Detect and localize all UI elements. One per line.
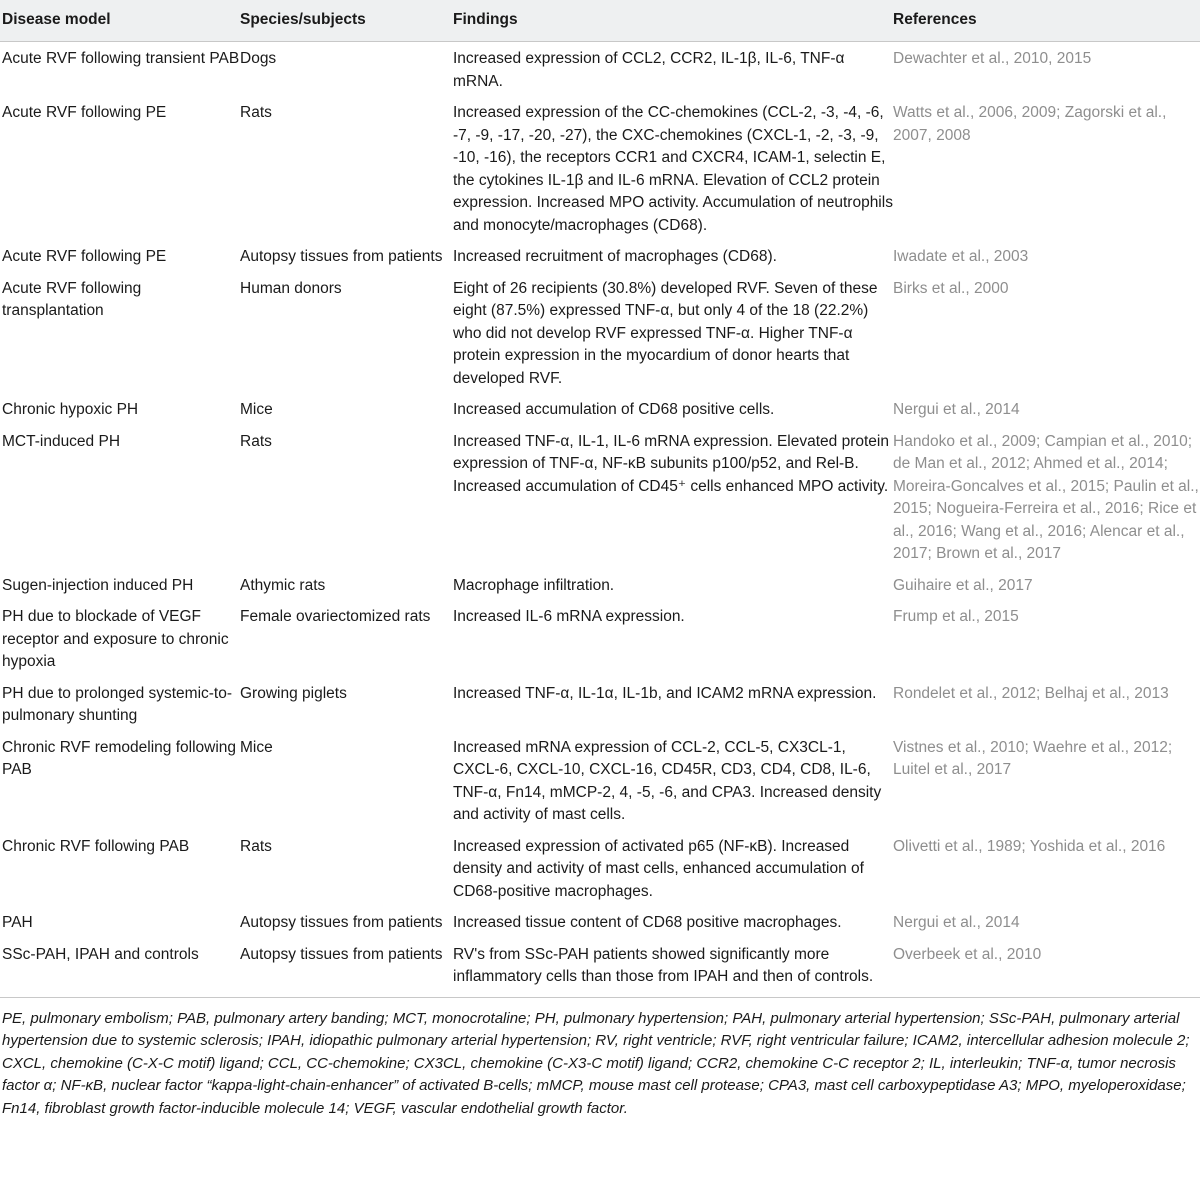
disease-model-cell: PH due to prolonged systemic-to-pulmonary shunting	[2, 684, 233, 724]
table-header	[0, 0, 1200, 42]
disease-model-cell: Chronic hypoxic PH	[2, 401, 139, 418]
table-row	[0, 732, 1200, 831]
findings-cell: Macrophage infiltration.	[453, 576, 615, 594]
references-cell[interactable]: Handoko et al., 2009; Campian et al., 2010; de Man et al., 2012; Ahmed et al., 2014; Moreira-Goncalves et al., 2015; Paulin et al., 2015; Nogueira-Ferreira et al., 2016; Rice et al., 2016; Wang et al., 2016; Alencar et al., 2017; Brown et al., 2017	[893, 432, 1199, 562]
disease-model-cell: SSc-PAH, IPAH and controls	[2, 945, 199, 963]
species-cell: Athymic rats	[240, 576, 326, 594]
references-cell[interactable]: Overbeek et al., 2010	[893, 945, 1042, 963]
references-cell[interactable]: Birks et al., 2000	[893, 279, 1009, 297]
references-cell[interactable]: Guihaire et al., 2017	[893, 576, 1033, 594]
species-cell: Rats	[240, 432, 272, 450]
species-cell: Dogs	[240, 50, 277, 67]
table-row	[0, 831, 1200, 908]
table-body	[0, 42, 1200, 998]
disease-model-cell: Chronic RVF following PAB	[2, 837, 190, 855]
disease-model-cell: Acute RVF following PE	[2, 248, 167, 265]
references-cell[interactable]: Olivetti et al., 1989; Yoshida et al., 2016	[893, 837, 1166, 855]
references-cell[interactable]: Watts et al., 2006, 2009; Zagorski et al., 2007, 2008	[893, 104, 1167, 144]
table-row	[0, 678, 1200, 732]
findings-cell: Increased TNF-α, IL-1, IL-6 mRNA expression. Elevated protein expression of TNF-α, NF-κB subunits p100/p52, and Rel-B. Increased accumulation of CD45⁺ cells enhanced MPO activity.	[453, 432, 889, 495]
findings-cell: Eight of 26 recipients (30.8%) developed RVF. Seven of these eight (87.5%) expressed TNF-α, but only 4 of the 18 (22.2%) who did not develop RVF expressed TNF-α. Higher TNF-α protein expression in the myocardium of donor hearts that developed RVF.	[453, 279, 878, 387]
table-row	[0, 42, 1200, 98]
table-row	[0, 394, 1200, 426]
disease-model-cell: PAH	[2, 914, 33, 931]
table-row	[0, 273, 1200, 395]
species-cell: Growing piglets	[240, 684, 347, 702]
table-row	[0, 426, 1200, 570]
references-cell[interactable]: Dewachter et al., 2010, 2015	[893, 50, 1092, 67]
table-footnote: PE, pulmonary embolism; PAB, pulmonary artery banding; MCT, monocrotaline; PH, pulmonary hypertension; PAH, pulmonary arterial hypertension; SSc-PAH, pulmonary arterial hypertension due to systemic sclerosis; IPAH, idiopathic pulmonary arterial hypertension; RV, right ventricle; RVF, right ventricular failure; ICAM2, intercellular adhesion molecule 2; CXCL, chemokine (C-X-C motif) ligand; CCL, CC-chemokine; CX3CL, chemokine (C-X3-C motif) ligand; CCR2, chemokine C-C receptor 2; IL, interleukin; TNF-α, tumor necrosis factor α; NF-κB, nuclear factor “kappa-light-chain-enhancer” of activated B-cells; mMCP, mouse mast cell protease; CPA3, mast cell carboxypeptidase A3; MPO, myeloperoxidase; Fn14, fibroblast growth factor-inducible molecule 14; VEGF, vascular endothelial growth factor.	[2, 1009, 1190, 1117]
species-cell: Mice	[240, 401, 273, 418]
species-cell: Mice	[240, 738, 273, 756]
table-row	[0, 601, 1200, 678]
findings-cell: Increased expression of the CC-chemokines (CCL-2, -3, -4, -6, -7, -9, -17, -20, -27), the CXC-chemokines (CXCL-1, -2, -3, -9, -10, -16), the receptors CCR1 and CXCR4, ICAM-1, selectin E, the cytokines IL-1β and IL-6 mRNA. Elevation of CCL2 protein expression. Increased MPO activity. Accumulation of neutrophils and monocyte/macrophages (CD68).	[453, 104, 893, 234]
findings-cell: Increased tissue content of CD68 positive macrophages.	[453, 914, 842, 931]
species-cell: Human donors	[240, 279, 342, 297]
species-cell: Autopsy tissues from patients	[240, 945, 443, 963]
disease-model-cell: Acute RVF following PE	[2, 104, 167, 121]
findings-cell: Increased recruitment of macrophages (CD68).	[453, 248, 777, 265]
findings-cell: RV's from SSc-PAH patients showed significantly more inflammatory cells than those from IPAH and then of controls.	[453, 945, 874, 985]
references-cell[interactable]: Frump et al., 2015	[893, 608, 1019, 625]
table-row	[0, 939, 1200, 998]
table-row	[0, 241, 1200, 273]
references-cell[interactable]: Iwadate et al., 2003	[893, 248, 1029, 265]
column-header-disease-model: Disease model	[0, 0, 240, 42]
species-cell: Rats	[240, 837, 272, 855]
references-cell[interactable]: Rondelet et al., 2012; Belhaj et al., 2013	[893, 684, 1169, 702]
findings-cell: Increased expression of CCL2, CCR2, IL-1β, IL-6, TNF-α mRNA.	[453, 50, 845, 90]
column-header-species: Species/subjects	[240, 0, 453, 42]
table-row	[0, 907, 1200, 939]
findings-cell: Increased expression of activated p65 (NF-κB). Increased density and activity of mast cells, enhanced accumulation of CD68-positive macrophages.	[453, 837, 864, 900]
column-header-references: References	[893, 0, 1200, 42]
findings-cell: Increased IL-6 mRNA expression.	[453, 608, 685, 625]
table-row	[0, 570, 1200, 602]
references-cell[interactable]: Nergui et al., 2014	[893, 914, 1020, 931]
header-row	[0, 0, 1200, 42]
findings-cell: Increased accumulation of CD68 positive cells.	[453, 401, 775, 418]
species-cell: Rats	[240, 104, 272, 121]
column-header-findings: Findings	[453, 0, 893, 42]
table-row	[0, 97, 1200, 241]
species-cell: Female ovariectomized rats	[240, 608, 431, 625]
references-cell[interactable]: Vistnes et al., 2010; Waehre et al., 2012; Luitel et al., 2017	[893, 738, 1173, 778]
disease-model-cell: Acute RVF following transplantation	[2, 279, 142, 319]
findings-cell: Increased mRNA expression of CCL-2, CCL-5, CX3CL-1, CXCL-6, CXCL-10, CXCL-16, CD45R, CD3, CD4, CD8, IL-6, TNF-α, Fn14, mMCP-2, 4, -5, -6, and CPA3. Increased density and activity of mast cells.	[453, 738, 882, 823]
species-cell: Autopsy tissues from patients	[240, 248, 443, 265]
disease-model-cell: Chronic RVF remodeling following PAB	[2, 738, 237, 778]
disease-model-cell: Sugen-injection induced PH	[2, 576, 194, 594]
disease-model-cell: PH due to blockade of VEGF receptor and exposure to chronic hypoxia	[2, 608, 229, 670]
disease-model-cell: MCT-induced PH	[2, 432, 121, 450]
references-cell[interactable]: Nergui et al., 2014	[893, 401, 1020, 418]
species-cell: Autopsy tissues from patients	[240, 914, 443, 931]
findings-cell: Increased TNF-α, IL-1α, IL-1b, and ICAM2 mRNA expression.	[453, 684, 877, 702]
disease-model-cell: Acute RVF following transient PAB	[2, 50, 240, 67]
